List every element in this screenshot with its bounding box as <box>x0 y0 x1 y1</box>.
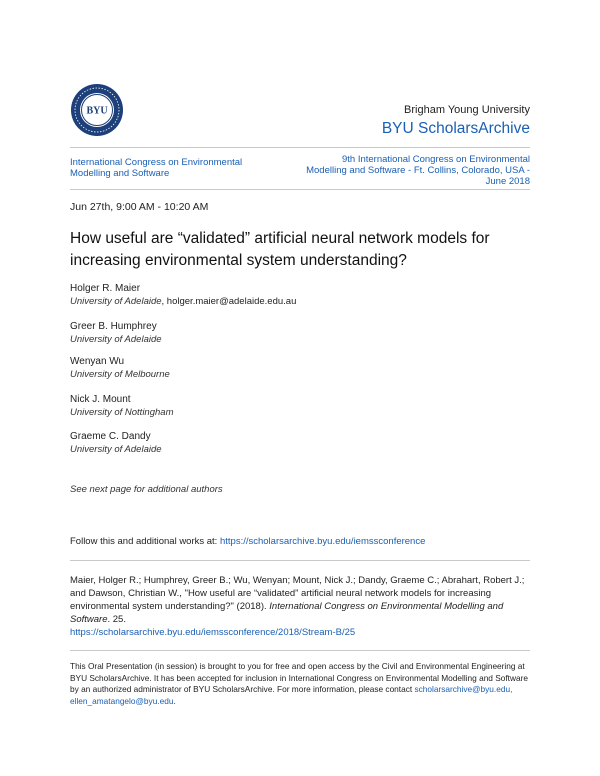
collection-link-right[interactable]: 9th International Congress on Environmental Modelling and Software - Ft. Collins, Colorado, USA - June 2018 <box>306 154 530 187</box>
author-entry <box>70 320 162 346</box>
collection-divider <box>70 189 530 190</box>
author-affiliation: University of Melbourne <box>70 369 170 380</box>
author-entry <box>70 355 170 381</box>
author-affiliation: University of Adelaide <box>70 296 162 307</box>
author-affiliation: University of Adelaide <box>70 444 162 455</box>
citation-suffix: . 25. <box>107 614 126 625</box>
see-next-page-note: See next page for additional authors <box>70 484 223 495</box>
contact-email-link[interactable]: scholarsarchive@byu.edu, ellen_amatangelo@byu.edu <box>70 684 513 706</box>
author-entry <box>70 393 173 419</box>
follow-text: Follow this and additional works at: <box>70 536 220 547</box>
byu-seal-logo <box>70 83 124 137</box>
collection-link-left[interactable]: International Congress on Environmental Modelling and Software <box>70 157 243 179</box>
author-name: Graeme C. Dandy <box>70 431 151 442</box>
author-affiliation: University of Nottingham <box>70 407 174 418</box>
author-email: , holger.maier@adelaide.edu.au <box>161 296 297 307</box>
follow-line <box>70 536 425 547</box>
citation-text: Maier, Holger R.; Humphrey, Greer B.; Wu, Wenyan; Mount, Nick J.; Dandy, Graeme C.; Abrahart, Robert J.; and Dawson, Christian W., "How useful are “validated” artificial neural network models for increasing environmental system understanding?" (2018). <box>70 575 525 612</box>
author-name: Greer B. Humphrey <box>70 321 157 332</box>
notice-end: . <box>173 695 176 706</box>
session-date: Jun 27th, 9:00 AM - 10:20 AM <box>70 201 209 213</box>
collection-url-link[interactable]: https://scholarsarchive.byu.edu/iemssconference <box>219 536 426 547</box>
archive-name-link[interactable]: BYU ScholarsArchive <box>381 120 530 137</box>
header-divider <box>70 147 530 148</box>
author-entry <box>70 282 296 308</box>
access-notice <box>70 661 530 707</box>
recommended-citation <box>70 574 530 639</box>
university-name: Brigham Young University <box>404 104 530 116</box>
logo-text: BYU <box>86 105 108 117</box>
citation-divider <box>70 560 530 561</box>
author-affiliation: University of Adelaide <box>70 334 162 345</box>
author-name: Nick J. Mount <box>70 394 131 405</box>
author-name: Wenyan Wu <box>70 356 125 367</box>
page-title: How useful are “validated” artificial neural network models for increasing environmental system understanding? <box>70 230 490 269</box>
author-name: Holger R. Maier <box>70 283 141 294</box>
notice-divider <box>70 650 530 651</box>
citation-url-link[interactable]: https://scholarsarchive.byu.edu/iemssconference/2018/Stream-B/25 <box>70 627 356 638</box>
notice-text: This Oral Presentation (in session) is brought to you for free and open access by the Civil and Environmental Engineering at BYU ScholarsArchive. It has been accepted for inclusion in International Congress on Environmental Modelling and Software by an authorized administrator of BYU ScholarsArchive. For more information, please contact <box>70 661 528 694</box>
author-entry <box>70 430 162 456</box>
citation-journal: International Congress on Environmental Modelling and Software <box>70 601 504 625</box>
